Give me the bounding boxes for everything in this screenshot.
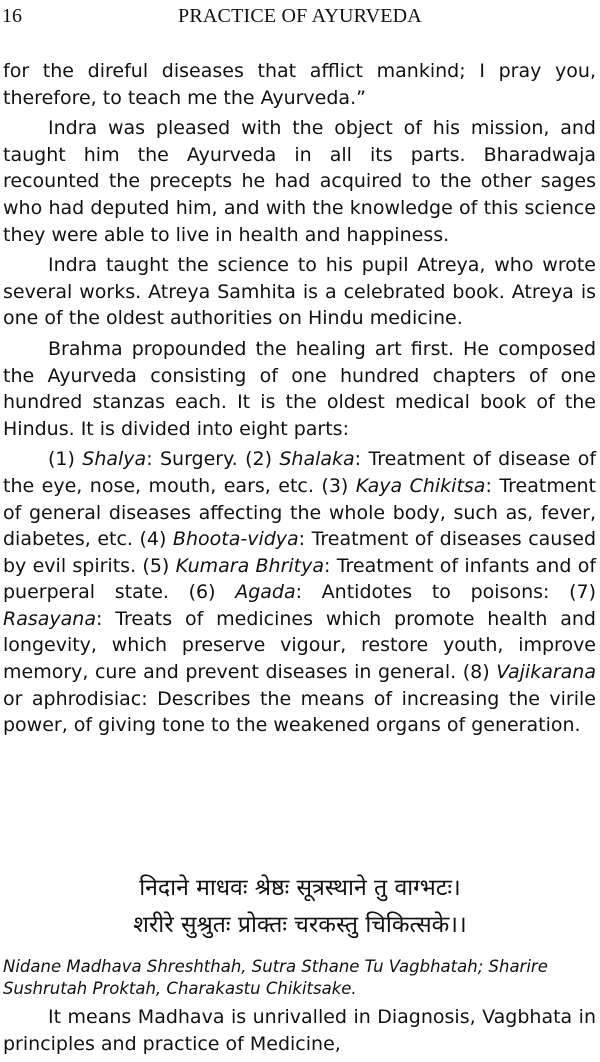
part-term-bhoota-vidya: Bhoota-vidya bbox=[172, 528, 299, 551]
part-description: : Treatment of general diseases affecting the whole body, such as, fever, diabetes, etc. bbox=[3, 474, 597, 551]
verse-transliteration: Nidane Madhava Shreshthah, Sutra Sthane Tu Vagbhatah; Sharire Sushrutah Proktah, Charakastu Chikitsake. bbox=[3, 957, 548, 998]
paragraph-indra-teaching: Indra was pleased with the object of his mission, and taught him the Ayurveda in all its parts. Bharadwaja recounted the precepts he had acquired to the other sages who had deputed him, and with the knowledge of this science they were able to live in health and happiness. bbox=[3, 117, 596, 246]
part-description: or aphrodisiac: Describes the means of increasing the virile power, of giving tone to the weakened organs of generation. bbox=[3, 687, 596, 737]
part-description: : Antidotes to poisons: bbox=[295, 581, 570, 604]
paragraph-brahma: Brahma propounded the healing art first. He composed the Ayurveda consisting of one hundred chapters of one hundred stanzas each. It is the oldest medical book of the Hindus. It is divided into eight parts: bbox=[3, 337, 596, 440]
part-description: : Treatment of diseases caused by evil spirits. bbox=[3, 528, 596, 577]
sanskrit-verse-line-1: निदाने माधवः श्रेष्ठः सूत्रस्थाने तु वाग्भटः। bbox=[139, 875, 461, 901]
paragraph-continuation: for the direful diseases that afflict mankind; I pray you, therefore, to teach me the Ayurveda.” bbox=[3, 60, 596, 109]
part-number: (2) bbox=[245, 448, 280, 471]
part-number: (6) bbox=[188, 581, 236, 604]
paragraph-meaning: It means Madhava is unrivalled in Diagnosis, Vagbhata in principles and practice of Medicine, bbox=[3, 1006, 596, 1055]
part-term-kumara-bhritya: Kumara Bhritya bbox=[175, 554, 325, 577]
part-description: : Surgery. bbox=[146, 448, 246, 471]
sanskrit-verse bbox=[0, 870, 600, 944]
part-number: (5) bbox=[142, 554, 176, 577]
paragraph-eight-parts bbox=[3, 446, 596, 739]
part-number: (3) bbox=[321, 474, 356, 497]
part-term-shalaka: Shalaka bbox=[279, 448, 355, 471]
part-term-vajikarana: Vajikarana bbox=[496, 661, 596, 684]
sanskrit-verse-line-2: शरीरे सुश्रुतः प्रोक्तः चरकस्तु चिकित्सके।। bbox=[133, 912, 467, 938]
part-term-kaya-chikitsa: Kaya Chikitsa bbox=[355, 474, 486, 497]
part-term-shalya: Shalya bbox=[82, 448, 147, 471]
part-number: (1) bbox=[48, 448, 83, 471]
part-description: : Treatment of disease of the eye, nose, mouth, ears, etc. bbox=[3, 448, 597, 497]
part-description: : Treatment of infants and of puerperal state. bbox=[3, 554, 597, 604]
body-text bbox=[3, 58, 596, 743]
part-number: (7) bbox=[569, 581, 597, 604]
paragraph-atreya: Indra taught the science to his pupil Atreya, who wrote several works. Atreya Samhita is a celebrated book. Atreya is one of the oldest authorities on Hindu medicine. bbox=[3, 254, 596, 330]
running-title: PRACTICE OF AYURVEDA bbox=[178, 5, 422, 27]
page-header bbox=[0, 3, 600, 29]
part-description: : Treats of medicines which promote health and longevity, which preserve vigour, restore youth, improve memory, cure and prevent diseases in general. bbox=[3, 607, 596, 684]
part-number: (4) bbox=[139, 528, 173, 551]
part-term-rasayana: Rasayana bbox=[3, 607, 96, 630]
page-number: 16 bbox=[2, 5, 22, 27]
part-number: (8) bbox=[462, 661, 497, 684]
part-term-agada: Agada bbox=[235, 581, 296, 604]
